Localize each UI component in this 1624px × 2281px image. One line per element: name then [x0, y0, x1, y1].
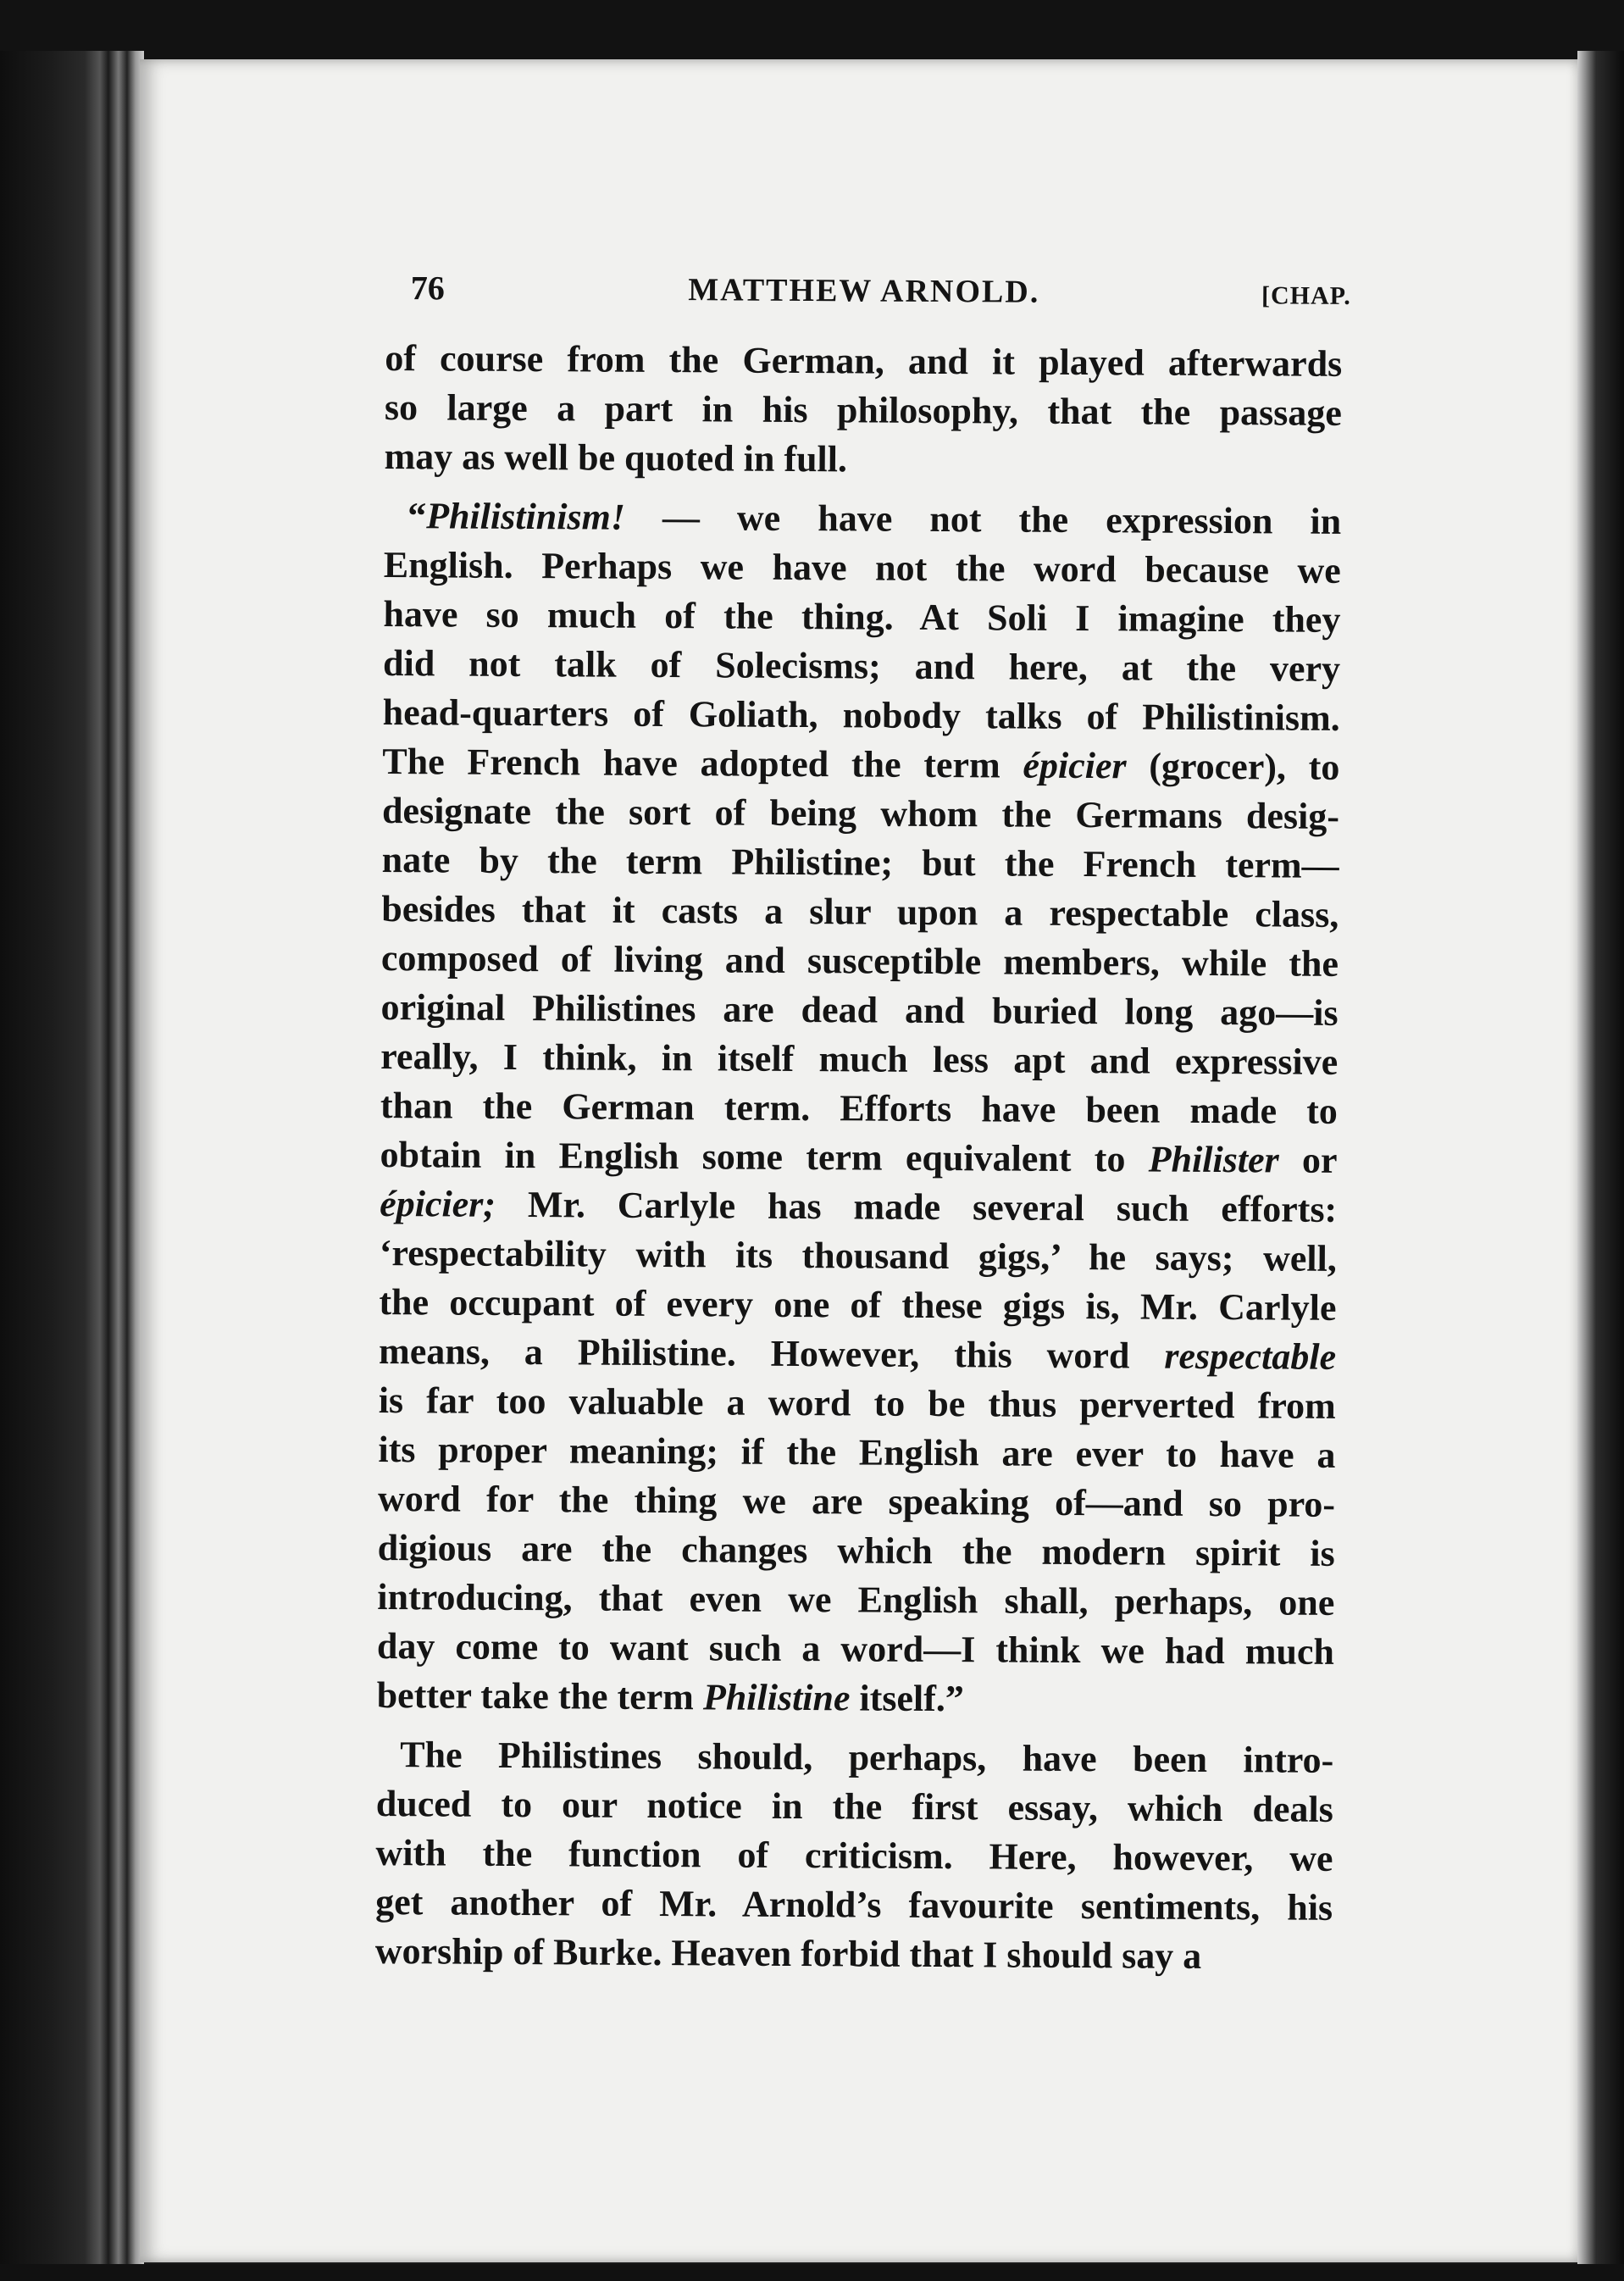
paragraph	[384, 334, 1342, 487]
text-line: head-quarters of Goliath, nobody talks of Philistinism.	[382, 691, 1340, 739]
text-line: épicier; Mr. Carlyle has made several such efforts:	[380, 1182, 1338, 1230]
running-title: MATTHEW ARNOLD.	[688, 272, 1040, 310]
text-line: original Philistines are dead and buried long ago—is	[380, 985, 1339, 1034]
text-line: digious are the changes which the modern spirit is	[377, 1526, 1335, 1574]
text-line: The Philistines should, perhaps, have been intro-	[400, 1734, 1334, 1781]
text-line: ‘respectability with its thousand gigs,’ he says; well,	[379, 1231, 1337, 1279]
text-line: its proper meaning; if the English are ever to have a	[378, 1428, 1336, 1476]
scan-top-border	[0, 0, 1624, 59]
text-line: get another of Mr. Arnold’s favourite sentiments, his	[375, 1880, 1333, 1929]
text-line: nate by the term Philistine; but the French term—	[381, 838, 1339, 886]
text-line: duced to our notice in the first essay, which deals	[375, 1782, 1334, 1830]
text-line: is far too valuable a word to be thus perverted from	[378, 1379, 1336, 1427]
text-line: introducing, that even we English shall, perhaps, one	[377, 1575, 1335, 1623]
text-line: word for the thing we are speaking of—and so pro-	[377, 1477, 1336, 1525]
page-content	[374, 261, 1351, 1982]
text-line: designate the sort of being whom the Germans desig-	[381, 789, 1340, 837]
book-binding-edge	[0, 51, 144, 2281]
text-line: “Philistinism! — we have not the expression in	[407, 495, 1342, 542]
text-line: better take the term Philistine itself.”	[376, 1673, 965, 1720]
text-line: than the German term. Efforts have been made to	[380, 1084, 1339, 1132]
text-line: have so much of the thing. At Soli I imagine they	[383, 592, 1341, 641]
text-line: composed of living and susceptible members, while the	[380, 936, 1339, 985]
chapter-label: [CHAP.	[1261, 281, 1351, 310]
running-head	[385, 261, 1351, 314]
paragraph	[375, 1730, 1334, 1982]
text-line: The French have adopted the term épicier (grocer), to	[382, 740, 1340, 788]
text-line: obtain in English some term equivalent to Philister or	[380, 1133, 1338, 1181]
text-line: day come to want such a word—I think we had much	[376, 1624, 1335, 1673]
text-line: with the function of criticism. Here, however, we	[375, 1831, 1333, 1879]
scan-bottom-border	[0, 2264, 1624, 2281]
text-line: the occupant of every one of these gigs is, Mr. Carlyle	[379, 1280, 1337, 1329]
text-line: so large a part in his philosophy, that the passage	[384, 386, 1343, 434]
text-line: may as well be quoted in full.	[384, 435, 848, 480]
paragraph-quotation	[376, 491, 1341, 1726]
text-line: English. Perhaps we have not the word because we	[383, 543, 1341, 591]
text-line: did not talk of Solecisms; and here, at the very	[382, 641, 1341, 690]
page-right-edge	[1577, 51, 1624, 2281]
text-line: means, a Philistine. However, this word respectable	[378, 1329, 1337, 1378]
text-line: worship of Burke. Heaven forbid that I should say a	[374, 1929, 1202, 1977]
text-line: of course from the German, and it played afterwards	[385, 336, 1343, 385]
text-line: really, I think, in itself much less apt and expressive	[380, 1035, 1339, 1083]
text-line: besides that it casts a slur upon a respectable class,	[381, 887, 1339, 935]
page-number: 76	[410, 269, 445, 308]
